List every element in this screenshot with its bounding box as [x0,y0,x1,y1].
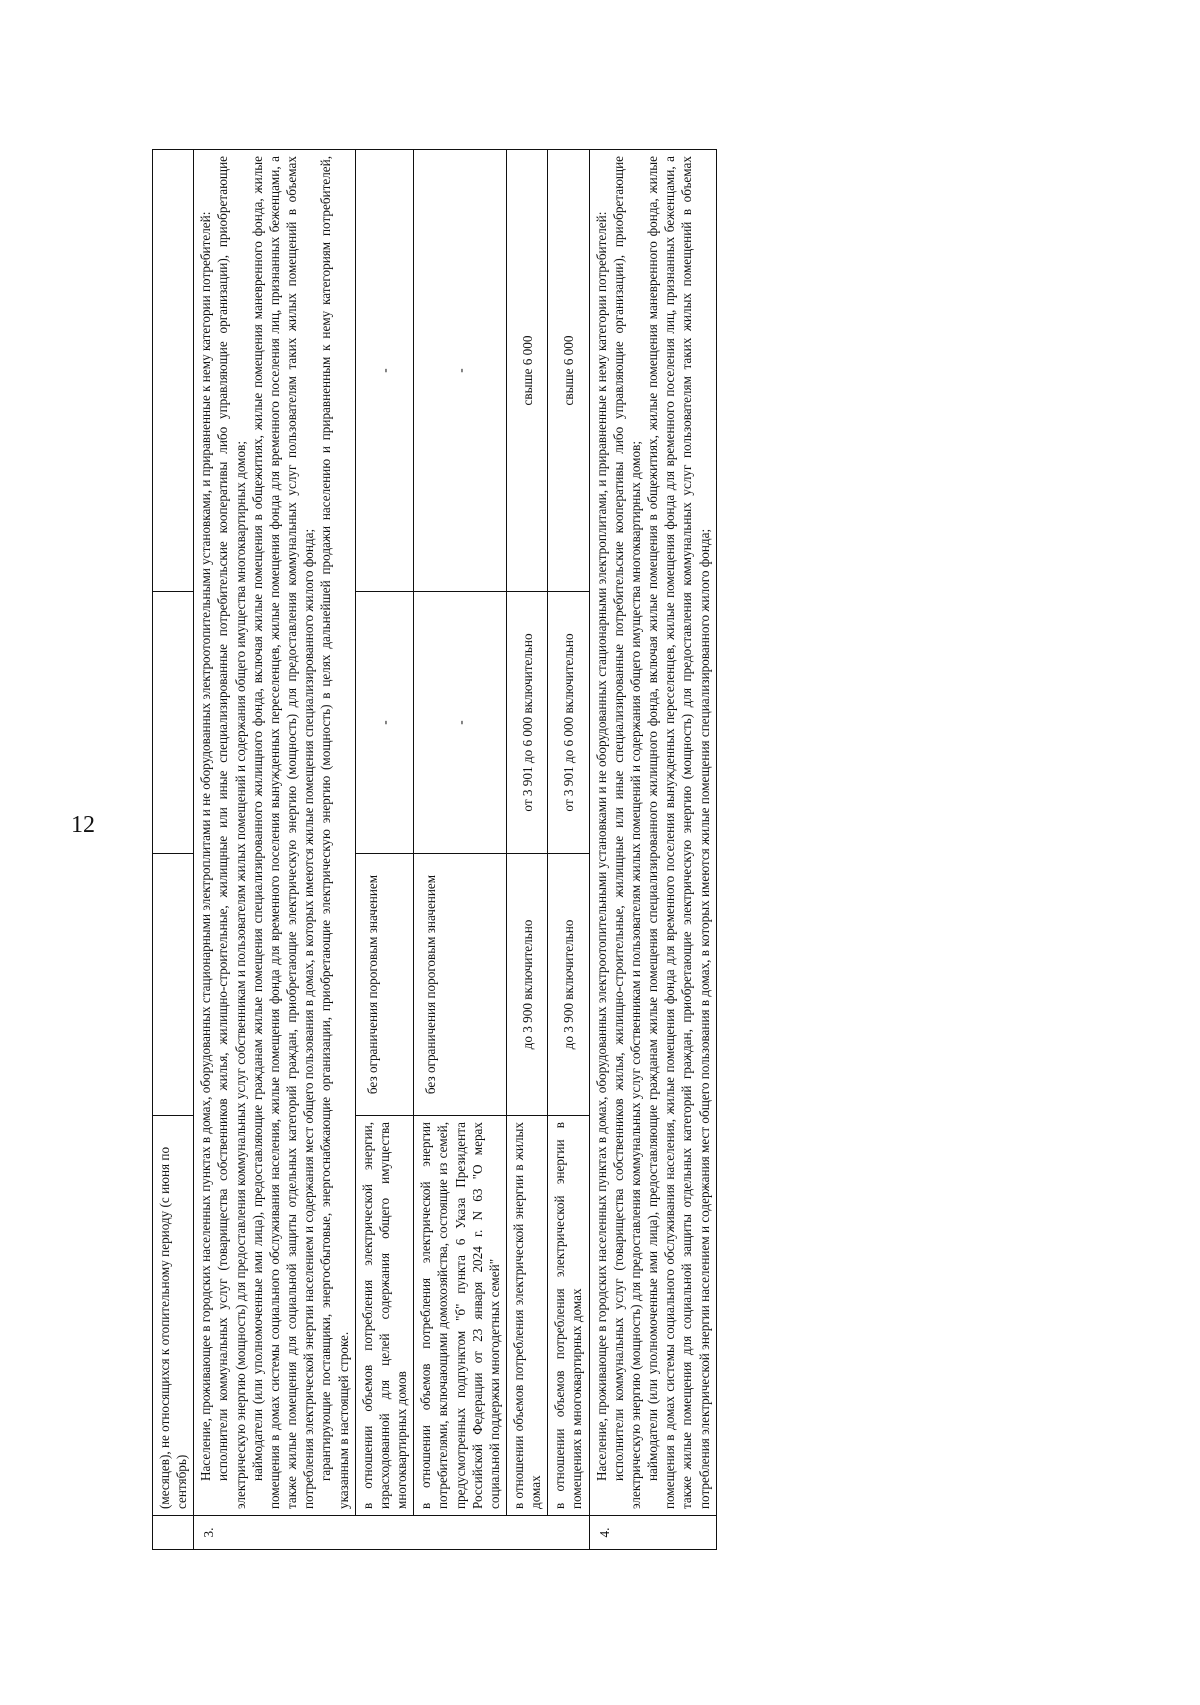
row-4-description [589,150,716,1516]
band2-value: - [355,592,413,854]
subrow-label: в отношении объемов потребления электрической энергии потребителями, включающими домохозяйства, состоящие из семей, предусмотренных подпунктом "б" пункта 6 Указа Президента Российской Федерации от 23 января 2024 г. N 63 "О мерах социальной поддержки многодетных семей" [414,1116,507,1516]
continuation-text: (месяцев), не относящихся к отопительному периоду (с июня по сентябрь) [153,1116,194,1516]
table-row [506,150,547,1550]
band3-value: свыше 6 000 [548,150,589,592]
band2-value: от 3 901 до 6 000 включительно [506,592,547,854]
band1-value: без ограничения пороговым значением [355,854,413,1116]
band1-value: без ограничения пороговым значением [414,854,507,1116]
table-cell-empty [153,1516,194,1550]
description-paragraph: Население, проживающее в городских населенных пунктах в домах, оборудованных электроотопительными установками и не оборудованных стационарными электроплитами, и приравненные к нему категории потребителей: [593,211,609,1481]
table-row [355,150,413,1550]
subrow-label: в отношении объемов потребления электрической энергии в жилых домах [506,1116,547,1516]
description-paragraph: гарантирующие поставщики, энергосбытовые, энергоснабжающие организации, приобретающие электрическую энергию (мощность) в целях дальнейшей продажи населению и приравненным к нему категориям потребителей, указанным в настоящей строке. [318,156,351,1509]
table-row-3-header [194,150,355,1550]
table-row-continuation [153,150,194,1550]
table-cell-empty [153,854,194,1116]
band3-value: свыше 6 000 [506,150,547,592]
subrow-label: в отношении объемов потребления электрической энергии в помещениях в многоквартирных домах [548,1116,589,1516]
band3-value: - [414,150,507,592]
band2-value: - [414,592,507,854]
table-cell-empty [153,150,194,592]
row-3-description [194,150,355,1516]
rotated-table-container [152,150,1152,1550]
subrow-label: в отношении объемов потребления электрической энергии, израсходованной для целей содержания общего имущества многоквартирных домов [355,1116,413,1516]
tariff-table [152,149,717,1550]
band2-value: от 3 901 до 6 000 включительно [548,592,589,854]
description-paragraph: исполнители коммунальных услуг (товарищества собственников жилья, жилищно-строительные, жилищные или иные специализированные потребительские кооперативы либо управляющие организации), приобретающие электрическую энергию (мощность) для предоставления коммунальных услуг собственникам и пользователям жилых помещений и содержания общего имущества многоквартирных домов; [215,156,248,1509]
band3-value: - [355,150,413,592]
description-paragraph: исполнители коммунальных услуг (товарищества собственников жилья, жилищно-строительные, жилищные или иные специализированные потребительские кооперативы либо управляющие организации), приобретающие электрическую энергию (мощность) для предоставления коммунальных услуг собственникам и пользователям жилых помещений и содержания общего имущества многоквартирных домов; [610,156,643,1509]
row-number-3: 3. [194,1516,589,1550]
table-row [548,150,589,1550]
description-paragraph: наймодатели (или уполномоченные ими лица), предоставляющие гражданам жилые помещения специализированного жилищного фонда, включая жилые помещения в общежитиях, жилые помещения маневренного фонда, жилые помещения в домах системы социального обслуживания населения, жилые помещения фонда для временного поселения вынужденных переселенцев, жилые помещения фонда для временного поселения лиц, признанных беженцами, а также жилые помещения для социальной защиты отдельных категорий граждан, приобретающие электрическую энергию (мощность) для предоставления коммунальных услуг пользователям таких жилых помещений в объемах потребления электрической энергии населением и содержания мест общего пользования в домах, в которых имеются жилые помещения специализированного жилого фонда; [249,156,317,1509]
band1-value: до 3 900 включительно [548,854,589,1116]
description-paragraph: Население, проживающее в городских населенных пунктах в домах, оборудованных стационарными электроплитами и не оборудованных электроотопительными установками, и приравненные к нему категории потребителей: [198,211,214,1481]
band1-value: до 3 900 включительно [506,854,547,1116]
table-row [414,150,507,1550]
description-paragraph: наймодатели (или уполномоченные ими лица), предоставляющие гражданам жилые помещения специализированного жилищного фонда, включая жилые помещения в общежитиях, жилые помещения маневренного фонда, жилые помещения в домах системы социального обслуживания населения, жилые помещения фонда для временного поселения вынужденных переселенцев, жилые помещения фонда для временного поселения лиц, признанных беженцами, а также жилые помещения для социальной защиты отдельных категорий граждан, приобретающие электрическую энергию (мощность) для предоставления коммунальных услуг пользователям таких жилых помещений в объемах потребления электрической энергии населением и содержания мест общего пользования в домах, в которых имеются жилые помещения специализированного жилого фонда; [645,156,712,1509]
page-number: 12 [71,811,95,838]
table-cell-empty [153,592,194,854]
row-number-4: 4. [589,1516,716,1550]
table-row-4-header [589,150,716,1550]
